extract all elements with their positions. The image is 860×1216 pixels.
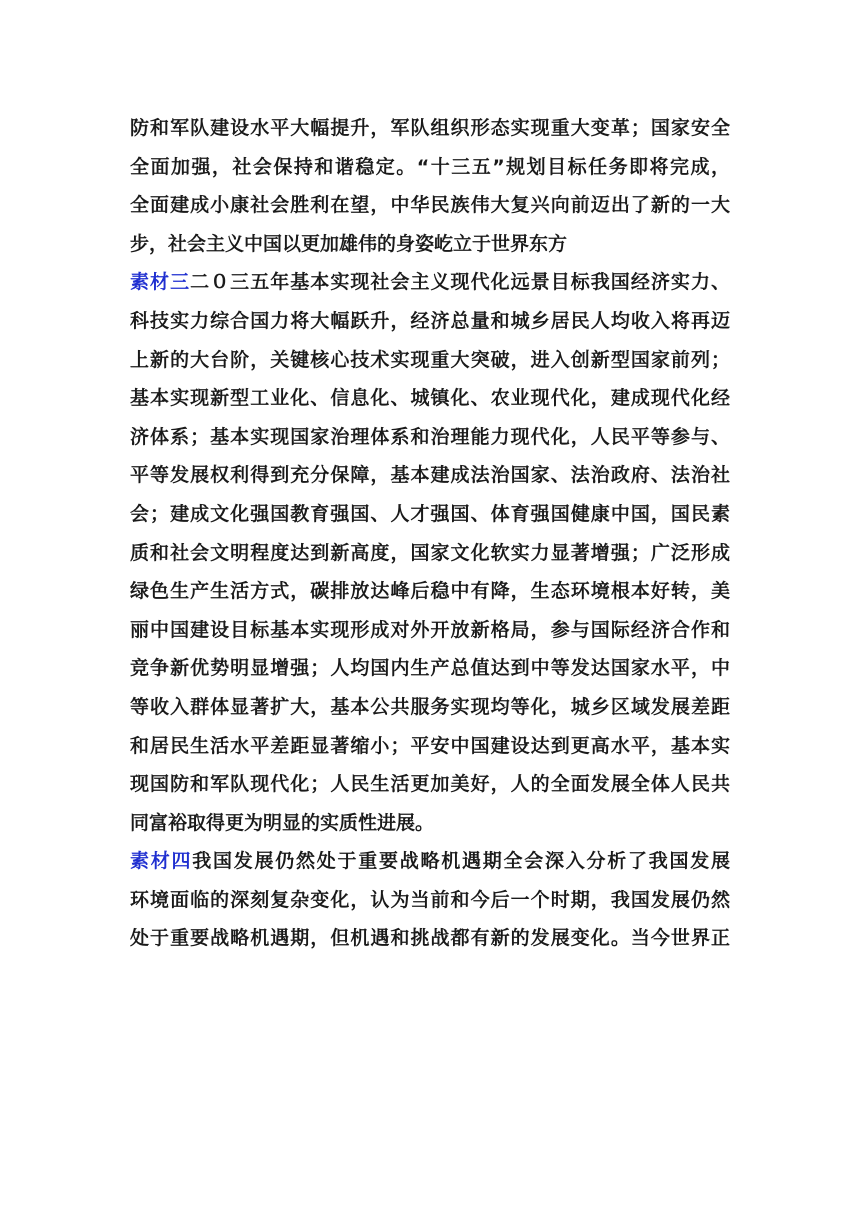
text-line [130,268,730,307]
paragraph-material-3 [130,268,730,847]
text-line: 济体系；基本实现国家治理体系和治理能力现代化，人民平等参与、 [130,425,730,448]
document-body [130,114,730,963]
text-line: 和居民生活水平差距显著缩小；平安中国建设达到更高水平，基本实 [130,734,730,757]
text-line: 同富裕取得更为明显的实质性进展。 [130,811,435,834]
text-line: 基本实现新型工业化、信息化、城镇化、农业现代化，建成现代化经 [130,387,730,410]
material-label: 素材四 [130,850,193,873]
text-line-body: 二０三五年基本实现社会主义现代化远景目标我国经济实力、 [190,271,730,294]
text-line: 防和军队建设水平大幅提升，军队组织形态实现重大变革；国家安全 [130,117,730,139]
text-line: 全面加强，社会保持和谐稳定。“十三五”规划目标任务即将完成， [130,155,730,178]
text-line: 会；建成文化强国教育强国、人才强国、体育强国健康中国，国民素 [130,502,730,525]
text-line: 竞争新优势明显增强；人均国内生产总值达到中等发达国家水平，中 [130,657,730,680]
text-line: 处于重要战略机遇期，但机遇和挑战都有新的发展变化。当今世界正 [130,927,730,950]
paragraph-continued [130,114,730,268]
text-line: 科技实力综合国力将大幅跃升，经济总量和城乡居民人均收入将再迈 [130,309,730,332]
text-line: 现国防和军队现代化；人民生活更加美好，人的全面发展全体人民共 [130,773,730,796]
text-line: 全面建成小康社会胜利在望，中华民族伟大复兴向前迈出了新的一大 [130,194,730,217]
text-line: 绿色生产生活方式，碳排放达峰后稳中有降，生态环境根本好转，美 [130,580,730,603]
text-line [130,847,730,886]
text-line: 环境面临的深刻复杂变化，认为当前和今后一个时期，我国发展仍然 [130,888,730,911]
material-label: 素材三 [130,271,191,294]
text-line: 平等发展权利得到充分保障，基本建成法治国家、法治政府、法治社 [130,464,730,487]
text-line: 等收入群体显著扩大，基本公共服务实现均等化，城乡区域发展差距 [130,695,730,718]
text-line: 上新的大台阶，关键核心技术实现重大突破，进入创新型国家前列； [130,348,730,371]
text-line: 质和社会文明程度达到新高度，国家文化软实力显著增强；广泛形成 [130,541,730,564]
text-line-body: 我国发展仍然处于重要战略机遇期全会深入分析了我国发展 [192,850,730,873]
text-line: 丽中国建设目标基本实现形成对外开放新格局，参与国际经济合作和 [130,618,730,641]
paragraph-material-4 [130,847,730,963]
text-line: 步，社会主义中国以更加雄伟的身姿屹立于世界东方 [130,232,568,255]
